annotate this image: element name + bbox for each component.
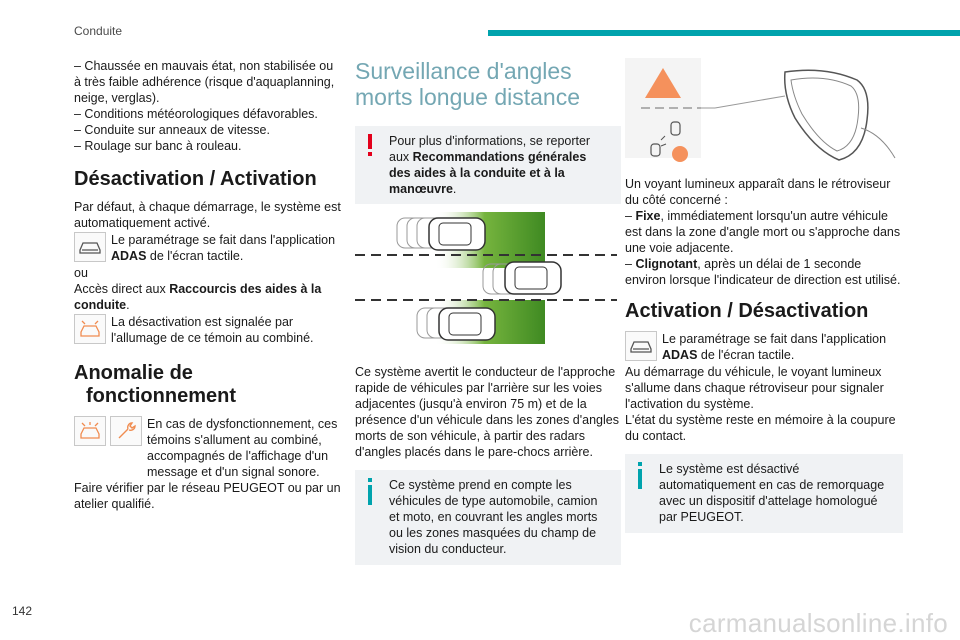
blind-spot-off-icon bbox=[74, 314, 106, 344]
paragraph-direct bbox=[74, 281, 342, 313]
info-box bbox=[625, 454, 903, 533]
info-box bbox=[355, 470, 621, 565]
shortcuts-label: Raccourcis des aides à la conduite bbox=[74, 282, 322, 312]
mirror-illustration bbox=[625, 58, 903, 166]
adas-label: ADAS bbox=[111, 249, 147, 263]
column-left bbox=[74, 58, 342, 512]
list-item-clignotant bbox=[625, 256, 903, 288]
heading-anomaly-line1: Anomalie de bbox=[74, 362, 193, 384]
warning-text: Pour plus d'informations, se reporter aux bbox=[389, 134, 591, 164]
heading-activation: Activation / Désactivation bbox=[625, 300, 869, 322]
setting-text-end: de l'écran tactile. bbox=[146, 249, 244, 263]
paragraph-default: Par défaut, à chaque démarrage, le système est automatiquement activé. bbox=[74, 200, 341, 230]
wrench-icon bbox=[110, 416, 142, 446]
info-icon bbox=[635, 462, 645, 494]
info-text: Ce système prend en compte les véhicules de type automobile, camion et moto, en couvrant les angles morts ou les zones masquées du champ de vision du conducteur. bbox=[389, 478, 598, 556]
column-right bbox=[625, 58, 903, 533]
warning-box bbox=[355, 126, 621, 204]
blind-spot-illustration bbox=[355, 212, 621, 354]
car-icon bbox=[625, 331, 657, 361]
fixe-label: Fixe bbox=[635, 209, 661, 223]
fault-text: En cas de dysfonctionnement, ces témoins s'allument au combiné, accompagnés de l'affichage d'un message et d'un signal sonore. bbox=[147, 417, 338, 479]
paragraph-or: ou bbox=[74, 266, 88, 280]
heading-anomaly-line2: fonctionnement bbox=[86, 385, 236, 407]
paragraph-check: Faire vérifier par le réseau PEUGEOT ou par un atelier qualifié. bbox=[74, 481, 341, 511]
exclamation-icon bbox=[365, 134, 375, 162]
setting-row bbox=[74, 232, 342, 264]
setting-text: Le paramétrage se fait dans l'application bbox=[111, 233, 336, 247]
heading-deactivation: Désactivation / Activation bbox=[74, 168, 317, 190]
blind-spot-fault-icon bbox=[74, 416, 106, 446]
dash: – bbox=[625, 209, 636, 223]
setting-row bbox=[625, 331, 903, 363]
setting-text: Le paramétrage se fait dans l'application bbox=[662, 332, 887, 346]
signal-text: La désactivation est signalée par l'allumage de ce témoin au combiné. bbox=[111, 315, 314, 345]
clignotant-label: Clignotant bbox=[635, 257, 698, 271]
watermark: carmanualsonline.info bbox=[688, 608, 948, 638]
heading-long-range-blind-spot: Surveillance d'angles morts longue distance bbox=[355, 58, 581, 110]
heading-anomaly bbox=[74, 362, 342, 408]
dash: – bbox=[625, 257, 636, 271]
paragraph-system: Ce système avertit le conducteur de l'approche rapide de véhicules par l'arrière sur les voies adjacentes (jusqu'à environ 75 m) et de la présence d'un véhicule dans les zones d'angles morts de son véhicule, à partir des radars d'angles placés dans le pare-chocs arrière. bbox=[355, 365, 619, 459]
warning-text-end: . bbox=[452, 182, 457, 196]
header-title: Conduite bbox=[74, 24, 123, 38]
fault-row bbox=[74, 416, 342, 480]
column-middle bbox=[355, 58, 621, 565]
signal-row bbox=[74, 314, 342, 346]
list-item-fixe bbox=[625, 208, 903, 256]
list-item: – Conduite sur anneaux de vitesse. bbox=[74, 123, 270, 137]
direct-text-end: . bbox=[126, 298, 130, 312]
info-text: Le système est désactivé automatiquement en cas de remorquage avec un dispositif d'attelage homologué par PEUGEOT. bbox=[659, 462, 885, 524]
setting-text-end: de l'écran tactile. bbox=[697, 348, 795, 362]
adas-label: ADAS bbox=[662, 348, 698, 362]
clignotant-text: , après un délai de 1 seconde environ lorsque l'indicateur de direction est utilisé. bbox=[625, 257, 901, 287]
car-icon bbox=[74, 232, 106, 262]
paragraph-start: Au démarrage du véhicule, le voyant lumineux s'allume dans chaque rétroviseur pour signaler l'activation du système. bbox=[625, 365, 884, 411]
list-item: – Conditions météorologiques défavorables. bbox=[74, 107, 318, 121]
direct-text: Accès direct aux bbox=[74, 282, 170, 296]
paragraph-memory: L'état du système reste en mémoire à la coupure du contact. bbox=[625, 413, 896, 443]
fixe-text: , immédiatement lorsqu'un autre véhicule est dans la zone d'angle mort ou s'approche dans une voie adjacente. bbox=[625, 209, 901, 255]
info-icon bbox=[365, 478, 375, 510]
list-item: – Chaussée en mauvais état, non stabilisée ou à très faible adhérence (risque d'aquaplanning, neige, verglas). bbox=[74, 59, 335, 105]
recommendations-label: Recommandations générales des aides à la conduite et à la manœuvre bbox=[389, 150, 587, 196]
header-accent-bar bbox=[488, 30, 960, 36]
list-item: – Roulage sur banc à rouleau. bbox=[74, 139, 242, 153]
paragraph-light: Un voyant lumineux apparaît dans le rétroviseur du côté concerné : bbox=[625, 177, 891, 207]
page-number: 142 bbox=[12, 604, 33, 618]
